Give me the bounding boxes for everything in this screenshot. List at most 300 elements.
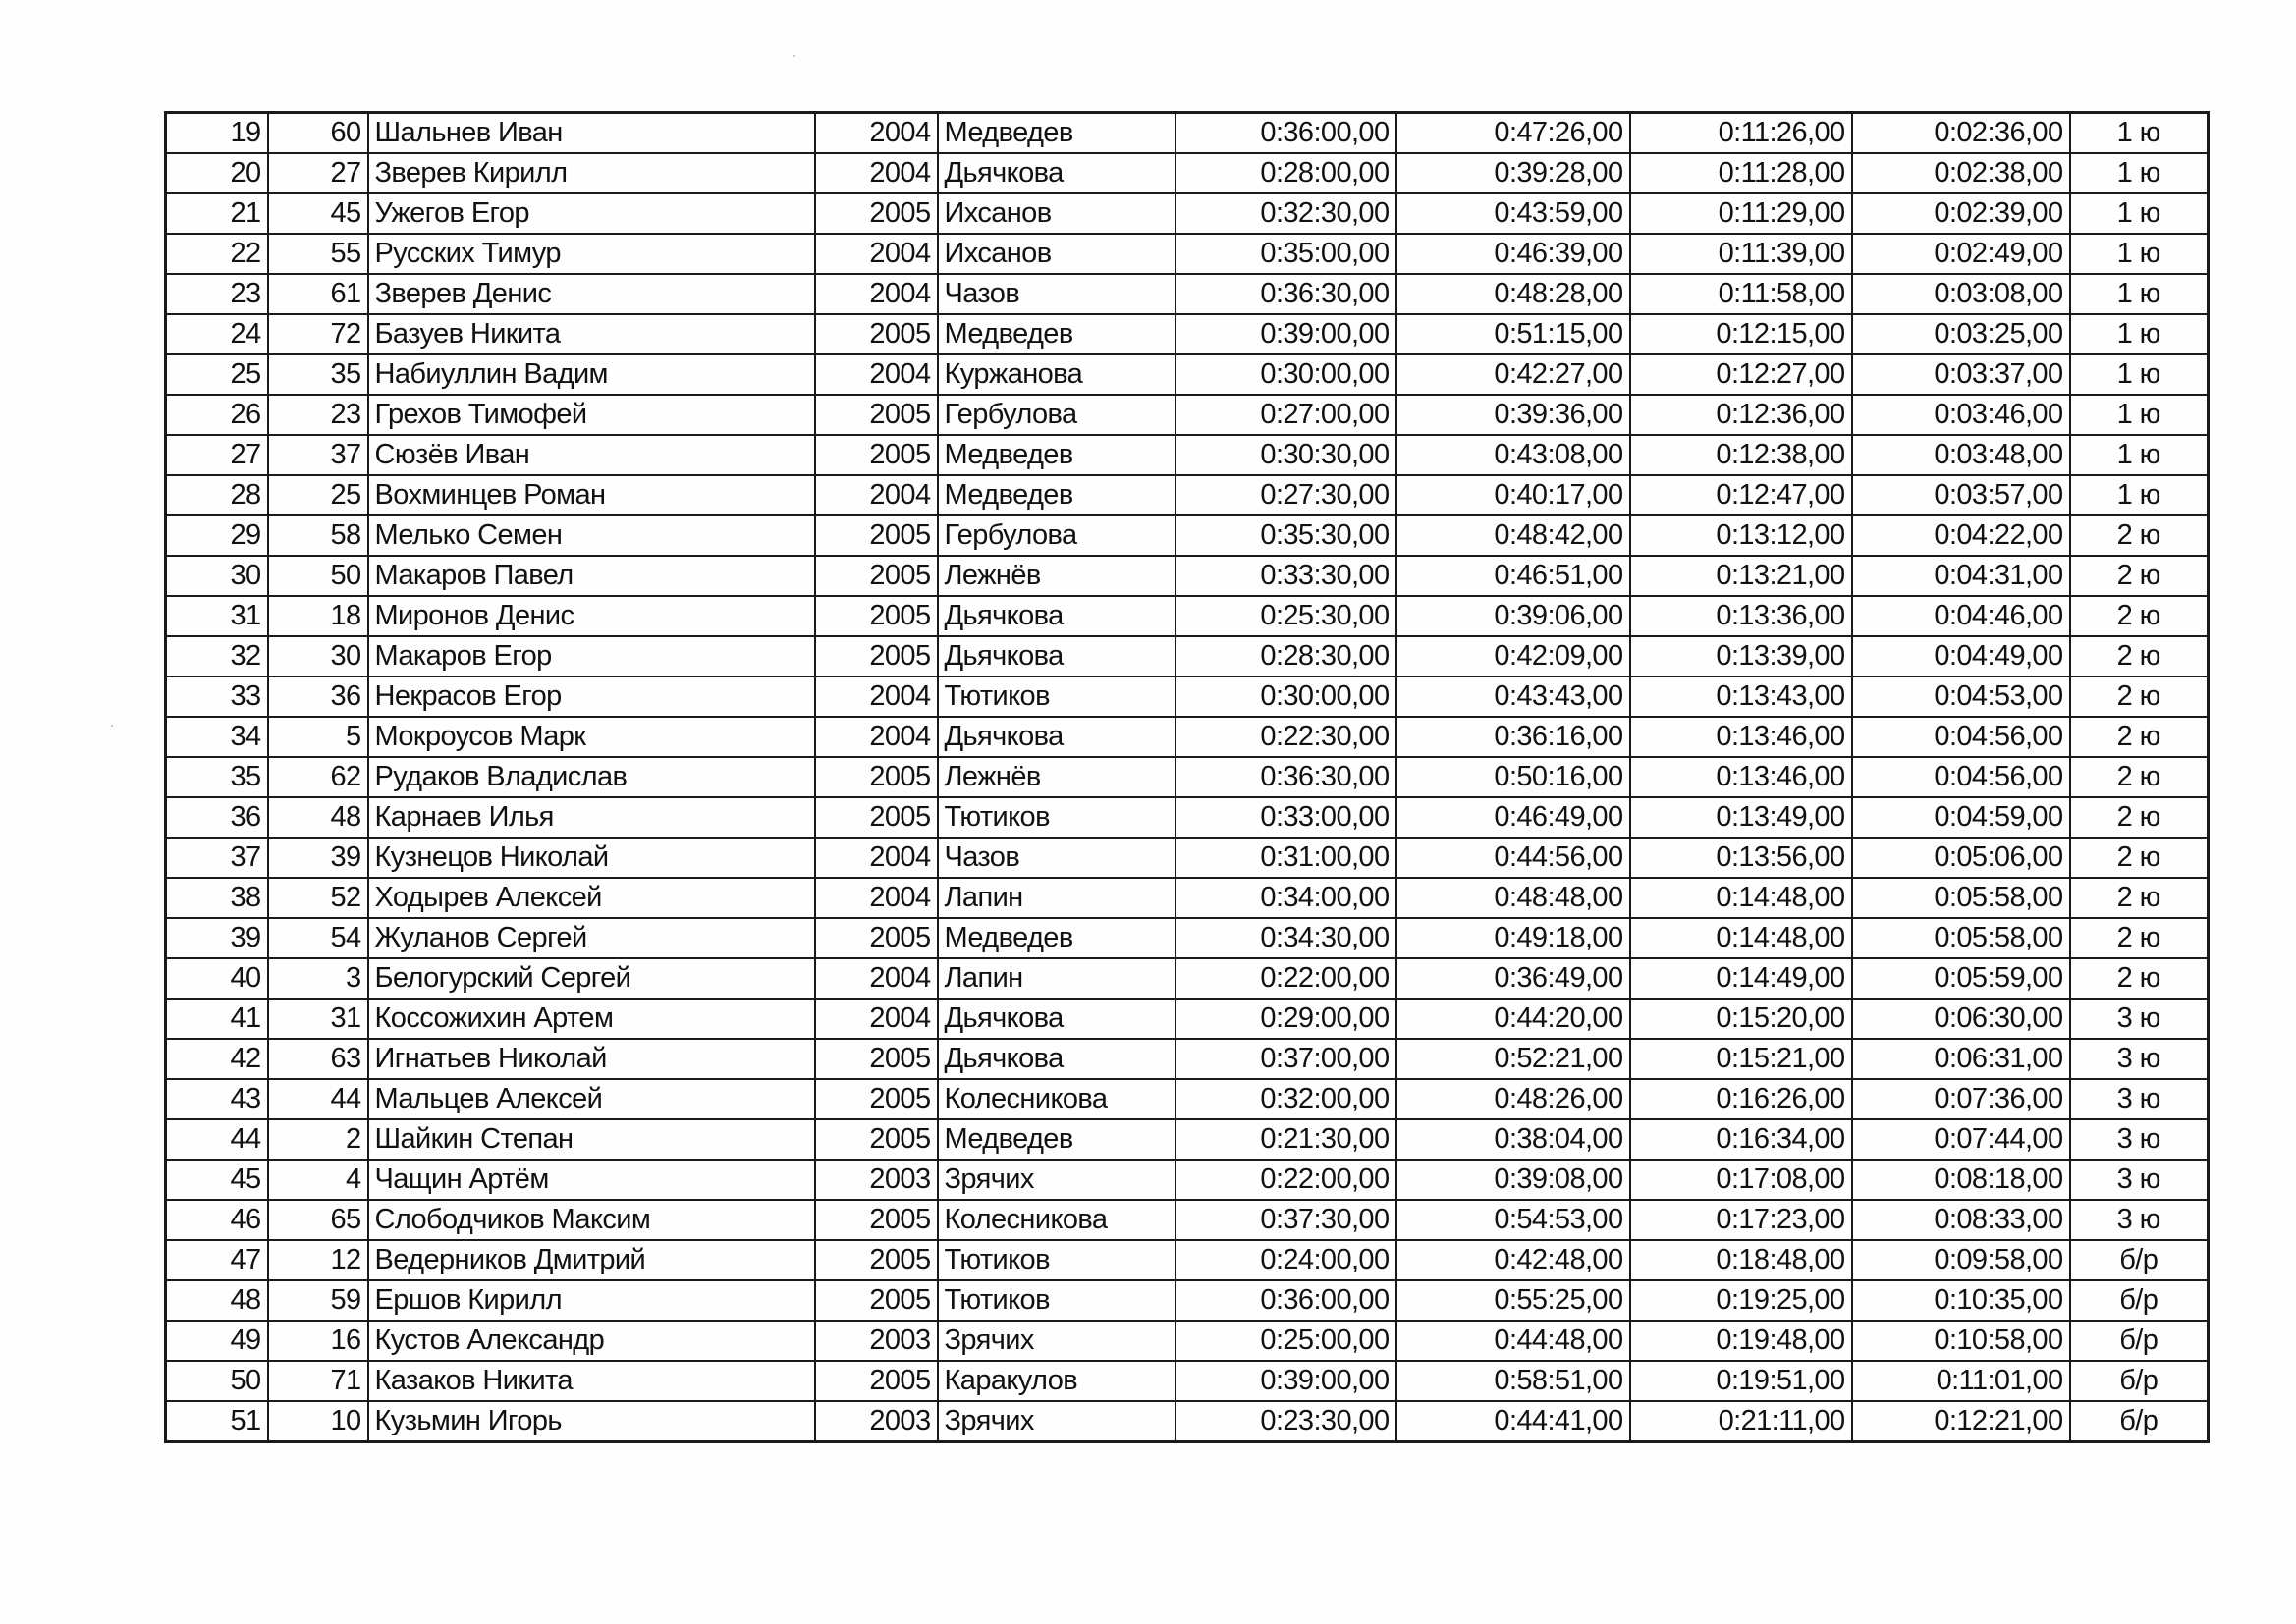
bib-cell: 44	[268, 1079, 368, 1119]
result-time-cell: 0:13:21,00	[1630, 556, 1852, 596]
result-time-cell: 0:17:08,00	[1630, 1160, 1852, 1200]
athlete-name-cell: Кузнецов Николай	[368, 838, 815, 878]
athlete-name-cell: Кустов Александр	[368, 1321, 815, 1361]
coach-cell: Чазов	[938, 838, 1175, 878]
result-time-cell: 0:14:49,00	[1630, 958, 1852, 999]
place-cell: 43	[166, 1079, 268, 1119]
birth-year-cell: 2005	[815, 1079, 938, 1119]
start-time-cell: 0:27:00,00	[1175, 395, 1396, 435]
result-time-cell: 0:11:26,00	[1630, 113, 1852, 154]
start-time-cell: 0:25:30,00	[1175, 596, 1396, 636]
finish-time-cell: 0:42:09,00	[1396, 636, 1630, 677]
finish-time-cell: 0:36:16,00	[1396, 717, 1630, 757]
gap-time-cell: 0:04:56,00	[1852, 717, 2070, 757]
bib-cell: 25	[268, 475, 368, 515]
gap-time-cell: 0:04:49,00	[1852, 636, 2070, 677]
place-cell: 26	[166, 395, 268, 435]
coach-cell: Колесникова	[938, 1079, 1175, 1119]
finish-time-cell: 0:43:43,00	[1396, 677, 1630, 717]
bib-cell: 48	[268, 797, 368, 838]
start-time-cell: 0:22:00,00	[1175, 1160, 1396, 1200]
finish-time-cell: 0:43:08,00	[1396, 435, 1630, 475]
gap-time-cell: 0:04:59,00	[1852, 797, 2070, 838]
start-time-cell: 0:36:00,00	[1175, 1280, 1396, 1321]
place-cell: 41	[166, 999, 268, 1039]
table-row	[166, 636, 2209, 677]
birth-year-cell: 2005	[815, 314, 938, 354]
table-row	[166, 1160, 2209, 1200]
start-time-cell: 0:29:00,00	[1175, 999, 1396, 1039]
athlete-name-cell: Игнатьев Николай	[368, 1039, 815, 1079]
coach-cell: Зрячих	[938, 1401, 1175, 1442]
table-row	[166, 677, 2209, 717]
table-row	[166, 1200, 2209, 1240]
result-time-cell: 0:11:58,00	[1630, 274, 1852, 314]
birth-year-cell: 2005	[815, 556, 938, 596]
bib-cell: 18	[268, 596, 368, 636]
rank-cell: 3 ю	[2070, 1079, 2209, 1119]
place-cell: 46	[166, 1200, 268, 1240]
table-row	[166, 918, 2209, 958]
table-row	[166, 757, 2209, 797]
gap-time-cell: 0:04:46,00	[1852, 596, 2070, 636]
gap-time-cell: 0:10:58,00	[1852, 1321, 2070, 1361]
rank-cell: б/р	[2070, 1240, 2209, 1280]
bib-cell: 62	[268, 757, 368, 797]
finish-time-cell: 0:36:49,00	[1396, 958, 1630, 999]
place-cell: 21	[166, 193, 268, 234]
finish-time-cell: 0:54:53,00	[1396, 1200, 1630, 1240]
result-time-cell: 0:11:28,00	[1630, 153, 1852, 193]
table-row	[166, 958, 2209, 999]
table-row	[166, 999, 2209, 1039]
finish-time-cell: 0:48:48,00	[1396, 878, 1630, 918]
athlete-name-cell: Карнаев Илья	[368, 797, 815, 838]
start-time-cell: 0:39:00,00	[1175, 1361, 1396, 1401]
rank-cell: 2 ю	[2070, 918, 2209, 958]
result-time-cell: 0:12:38,00	[1630, 435, 1852, 475]
coach-cell: Медведев	[938, 113, 1175, 154]
start-time-cell: 0:28:30,00	[1175, 636, 1396, 677]
place-cell: 20	[166, 153, 268, 193]
finish-time-cell: 0:42:27,00	[1396, 354, 1630, 395]
rank-cell: 1 ю	[2070, 153, 2209, 193]
gap-time-cell: 0:10:35,00	[1852, 1280, 2070, 1321]
start-time-cell: 0:32:00,00	[1175, 1079, 1396, 1119]
place-cell: 36	[166, 797, 268, 838]
place-cell: 27	[166, 435, 268, 475]
place-cell: 45	[166, 1160, 268, 1200]
place-cell: 28	[166, 475, 268, 515]
gap-time-cell: 0:08:33,00	[1852, 1200, 2070, 1240]
finish-time-cell: 0:44:48,00	[1396, 1321, 1630, 1361]
gap-time-cell: 0:05:06,00	[1852, 838, 2070, 878]
coach-cell: Лапин	[938, 958, 1175, 999]
bib-cell: 2	[268, 1119, 368, 1160]
result-time-cell: 0:15:20,00	[1630, 999, 1852, 1039]
place-cell: 37	[166, 838, 268, 878]
finish-time-cell: 0:44:41,00	[1396, 1401, 1630, 1442]
start-time-cell: 0:30:00,00	[1175, 677, 1396, 717]
result-time-cell: 0:16:26,00	[1630, 1079, 1852, 1119]
athlete-name-cell: Набиуллин Вадим	[368, 354, 815, 395]
place-cell: 40	[166, 958, 268, 999]
athlete-name-cell: Ходырев Алексей	[368, 878, 815, 918]
rank-cell: б/р	[2070, 1280, 2209, 1321]
bib-cell: 37	[268, 435, 368, 475]
result-time-cell: 0:14:48,00	[1630, 918, 1852, 958]
start-time-cell: 0:34:30,00	[1175, 918, 1396, 958]
birth-year-cell: 2005	[815, 636, 938, 677]
place-cell: 49	[166, 1321, 268, 1361]
coach-cell: Лежнёв	[938, 757, 1175, 797]
coach-cell: Ихсанов	[938, 193, 1175, 234]
result-time-cell: 0:13:46,00	[1630, 757, 1852, 797]
rank-cell: 2 ю	[2070, 515, 2209, 556]
birth-year-cell: 2004	[815, 838, 938, 878]
birth-year-cell: 2004	[815, 113, 938, 154]
place-cell: 25	[166, 354, 268, 395]
start-time-cell: 0:36:30,00	[1175, 757, 1396, 797]
start-time-cell: 0:36:00,00	[1175, 113, 1396, 154]
birth-year-cell: 2005	[815, 797, 938, 838]
athlete-name-cell: Макаров Павел	[368, 556, 815, 596]
gap-time-cell: 0:03:25,00	[1852, 314, 2070, 354]
rank-cell: 1 ю	[2070, 354, 2209, 395]
table-row	[166, 1361, 2209, 1401]
bib-cell: 55	[268, 234, 368, 274]
scan-speck	[111, 725, 113, 727]
birth-year-cell: 2004	[815, 153, 938, 193]
table-row	[166, 475, 2209, 515]
result-time-cell: 0:13:49,00	[1630, 797, 1852, 838]
result-time-cell: 0:13:12,00	[1630, 515, 1852, 556]
finish-time-cell: 0:43:59,00	[1396, 193, 1630, 234]
place-cell: 19	[166, 113, 268, 154]
finish-time-cell: 0:49:18,00	[1396, 918, 1630, 958]
table-row	[166, 838, 2209, 878]
gap-time-cell: 0:03:48,00	[1852, 435, 2070, 475]
start-time-cell: 0:37:30,00	[1175, 1200, 1396, 1240]
coach-cell: Ихсанов	[938, 234, 1175, 274]
place-cell: 44	[166, 1119, 268, 1160]
rank-cell: 3 ю	[2070, 1160, 2209, 1200]
rank-cell: 2 ю	[2070, 958, 2209, 999]
coach-cell: Медведев	[938, 475, 1175, 515]
rank-cell: 2 ю	[2070, 797, 2209, 838]
place-cell: 51	[166, 1401, 268, 1442]
place-cell: 33	[166, 677, 268, 717]
bib-cell: 5	[268, 717, 368, 757]
start-time-cell: 0:21:30,00	[1175, 1119, 1396, 1160]
gap-time-cell: 0:09:58,00	[1852, 1240, 2070, 1280]
table-row	[166, 717, 2209, 757]
birth-year-cell: 2004	[815, 717, 938, 757]
bib-cell: 3	[268, 958, 368, 999]
birth-year-cell: 2005	[815, 1119, 938, 1160]
bib-cell: 45	[268, 193, 368, 234]
gap-time-cell: 0:02:38,00	[1852, 153, 2070, 193]
rank-cell: 2 ю	[2070, 717, 2209, 757]
athlete-name-cell: Белогурский Сергей	[368, 958, 815, 999]
birth-year-cell: 2004	[815, 677, 938, 717]
birth-year-cell: 2005	[815, 435, 938, 475]
gap-time-cell: 0:05:58,00	[1852, 878, 2070, 918]
gap-time-cell: 0:08:18,00	[1852, 1160, 2070, 1200]
coach-cell: Дьячкова	[938, 636, 1175, 677]
birth-year-cell: 2004	[815, 958, 938, 999]
start-time-cell: 0:35:00,00	[1175, 234, 1396, 274]
results-table	[164, 111, 2210, 1443]
coach-cell: Дьячкова	[938, 999, 1175, 1039]
rank-cell: 1 ю	[2070, 475, 2209, 515]
rank-cell: 3 ю	[2070, 999, 2209, 1039]
athlete-name-cell: Вохминцев Роман	[368, 475, 815, 515]
gap-time-cell: 0:06:30,00	[1852, 999, 2070, 1039]
rank-cell: 1 ю	[2070, 435, 2209, 475]
place-cell: 47	[166, 1240, 268, 1280]
birth-year-cell: 2003	[815, 1160, 938, 1200]
coach-cell: Дьячкова	[938, 596, 1175, 636]
table-row	[166, 1401, 2209, 1442]
coach-cell: Дьячкова	[938, 1039, 1175, 1079]
bib-cell: 23	[268, 395, 368, 435]
bib-cell: 71	[268, 1361, 368, 1401]
athlete-name-cell: Зверев Кирилл	[368, 153, 815, 193]
gap-time-cell: 0:12:21,00	[1852, 1401, 2070, 1442]
coach-cell: Дьячкова	[938, 717, 1175, 757]
coach-cell: Зрячих	[938, 1321, 1175, 1361]
gap-time-cell: 0:03:46,00	[1852, 395, 2070, 435]
coach-cell: Медведев	[938, 918, 1175, 958]
rank-cell: б/р	[2070, 1321, 2209, 1361]
bib-cell: 63	[268, 1039, 368, 1079]
coach-cell: Чазов	[938, 274, 1175, 314]
gap-time-cell: 0:04:22,00	[1852, 515, 2070, 556]
table-row	[166, 1321, 2209, 1361]
bib-cell: 54	[268, 918, 368, 958]
coach-cell: Медведев	[938, 1119, 1175, 1160]
gap-time-cell: 0:11:01,00	[1852, 1361, 2070, 1401]
start-time-cell: 0:33:00,00	[1175, 797, 1396, 838]
birth-year-cell: 2005	[815, 1240, 938, 1280]
result-time-cell: 0:19:51,00	[1630, 1361, 1852, 1401]
result-time-cell: 0:11:29,00	[1630, 193, 1852, 234]
table-row	[166, 1039, 2209, 1079]
bib-cell: 16	[268, 1321, 368, 1361]
place-cell: 34	[166, 717, 268, 757]
result-time-cell: 0:15:21,00	[1630, 1039, 1852, 1079]
bib-cell: 61	[268, 274, 368, 314]
result-time-cell: 0:19:25,00	[1630, 1280, 1852, 1321]
finish-time-cell: 0:46:39,00	[1396, 234, 1630, 274]
result-time-cell: 0:21:11,00	[1630, 1401, 1852, 1442]
birth-year-cell: 2003	[815, 1321, 938, 1361]
finish-time-cell: 0:58:51,00	[1396, 1361, 1630, 1401]
start-time-cell: 0:36:30,00	[1175, 274, 1396, 314]
table-row	[166, 435, 2209, 475]
bib-cell: 27	[268, 153, 368, 193]
coach-cell: Зрячих	[938, 1160, 1175, 1200]
place-cell: 30	[166, 556, 268, 596]
coach-cell: Тютиков	[938, 797, 1175, 838]
athlete-name-cell: Ершов Кирилл	[368, 1280, 815, 1321]
finish-time-cell: 0:48:42,00	[1396, 515, 1630, 556]
bib-cell: 50	[268, 556, 368, 596]
gap-time-cell: 0:03:37,00	[1852, 354, 2070, 395]
finish-time-cell: 0:38:04,00	[1396, 1119, 1630, 1160]
place-cell: 48	[166, 1280, 268, 1321]
birth-year-cell: 2005	[815, 515, 938, 556]
rank-cell: 3 ю	[2070, 1200, 2209, 1240]
start-time-cell: 0:32:30,00	[1175, 193, 1396, 234]
rank-cell: 1 ю	[2070, 193, 2209, 234]
result-time-cell: 0:12:36,00	[1630, 395, 1852, 435]
place-cell: 42	[166, 1039, 268, 1079]
place-cell: 32	[166, 636, 268, 677]
gap-time-cell: 0:07:44,00	[1852, 1119, 2070, 1160]
table-row	[166, 395, 2209, 435]
result-time-cell: 0:12:15,00	[1630, 314, 1852, 354]
gap-time-cell: 0:02:36,00	[1852, 113, 2070, 154]
start-time-cell: 0:22:30,00	[1175, 717, 1396, 757]
bib-cell: 72	[268, 314, 368, 354]
start-time-cell: 0:28:00,00	[1175, 153, 1396, 193]
rank-cell: 1 ю	[2070, 113, 2209, 154]
bib-cell: 60	[268, 113, 368, 154]
athlete-name-cell: Жуланов Сергей	[368, 918, 815, 958]
result-time-cell: 0:17:23,00	[1630, 1200, 1852, 1240]
rank-cell: 1 ю	[2070, 314, 2209, 354]
finish-time-cell: 0:46:49,00	[1396, 797, 1630, 838]
finish-time-cell: 0:47:26,00	[1396, 113, 1630, 154]
athlete-name-cell: Кузьмин Игорь	[368, 1401, 815, 1442]
scan-speck	[793, 55, 795, 57]
finish-time-cell: 0:39:28,00	[1396, 153, 1630, 193]
gap-time-cell: 0:06:31,00	[1852, 1039, 2070, 1079]
rank-cell: 1 ю	[2070, 395, 2209, 435]
rank-cell: 1 ю	[2070, 234, 2209, 274]
table-row	[166, 1280, 2209, 1321]
finish-time-cell: 0:50:16,00	[1396, 757, 1630, 797]
bib-cell: 4	[268, 1160, 368, 1200]
place-cell: 31	[166, 596, 268, 636]
athlete-name-cell: Грехов Тимофей	[368, 395, 815, 435]
birth-year-cell: 2005	[815, 1039, 938, 1079]
gap-time-cell: 0:04:31,00	[1852, 556, 2070, 596]
finish-time-cell: 0:46:51,00	[1396, 556, 1630, 596]
coach-cell: Каракулов	[938, 1361, 1175, 1401]
birth-year-cell: 2005	[815, 1200, 938, 1240]
coach-cell: Лапин	[938, 878, 1175, 918]
bib-cell: 30	[268, 636, 368, 677]
place-cell: 50	[166, 1361, 268, 1401]
table-row	[166, 596, 2209, 636]
gap-time-cell: 0:04:53,00	[1852, 677, 2070, 717]
finish-time-cell: 0:40:17,00	[1396, 475, 1630, 515]
finish-time-cell: 0:44:20,00	[1396, 999, 1630, 1039]
coach-cell: Дьячкова	[938, 153, 1175, 193]
athlete-name-cell: Рудаков Владислав	[368, 757, 815, 797]
bib-cell: 36	[268, 677, 368, 717]
finish-time-cell: 0:48:28,00	[1396, 274, 1630, 314]
birth-year-cell: 2004	[815, 878, 938, 918]
gap-time-cell: 0:07:36,00	[1852, 1079, 2070, 1119]
result-time-cell: 0:13:46,00	[1630, 717, 1852, 757]
coach-cell: Тютиков	[938, 1240, 1175, 1280]
rank-cell: 2 ю	[2070, 757, 2209, 797]
finish-time-cell: 0:42:48,00	[1396, 1240, 1630, 1280]
start-time-cell: 0:24:00,00	[1175, 1240, 1396, 1280]
rank-cell: 1 ю	[2070, 274, 2209, 314]
result-time-cell: 0:18:48,00	[1630, 1240, 1852, 1280]
start-time-cell: 0:33:30,00	[1175, 556, 1396, 596]
athlete-name-cell: Ужегов Егор	[368, 193, 815, 234]
rank-cell: 2 ю	[2070, 838, 2209, 878]
finish-time-cell: 0:39:08,00	[1396, 1160, 1630, 1200]
athlete-name-cell: Русских Тимур	[368, 234, 815, 274]
gap-time-cell: 0:03:08,00	[1852, 274, 2070, 314]
result-time-cell: 0:13:36,00	[1630, 596, 1852, 636]
place-cell: 38	[166, 878, 268, 918]
rank-cell: 3 ю	[2070, 1039, 2209, 1079]
gap-time-cell: 0:02:39,00	[1852, 193, 2070, 234]
birth-year-cell: 2005	[815, 1280, 938, 1321]
birth-year-cell: 2005	[815, 757, 938, 797]
rank-cell: 2 ю	[2070, 677, 2209, 717]
athlete-name-cell: Мокроусов Марк	[368, 717, 815, 757]
table-row	[166, 1079, 2209, 1119]
birth-year-cell: 2004	[815, 999, 938, 1039]
table-row	[166, 274, 2209, 314]
gap-time-cell: 0:05:59,00	[1852, 958, 2070, 999]
bib-cell: 10	[268, 1401, 368, 1442]
place-cell: 22	[166, 234, 268, 274]
start-time-cell: 0:37:00,00	[1175, 1039, 1396, 1079]
result-time-cell: 0:13:43,00	[1630, 677, 1852, 717]
result-time-cell: 0:11:39,00	[1630, 234, 1852, 274]
athlete-name-cell: Слободчиков Максим	[368, 1200, 815, 1240]
table-row	[166, 354, 2209, 395]
finish-time-cell: 0:52:21,00	[1396, 1039, 1630, 1079]
athlete-name-cell: Макаров Егор	[368, 636, 815, 677]
result-time-cell: 0:19:48,00	[1630, 1321, 1852, 1361]
start-time-cell: 0:35:30,00	[1175, 515, 1396, 556]
bib-cell: 35	[268, 354, 368, 395]
result-time-cell: 0:16:34,00	[1630, 1119, 1852, 1160]
start-time-cell: 0:23:30,00	[1175, 1401, 1396, 1442]
finish-time-cell: 0:44:56,00	[1396, 838, 1630, 878]
start-time-cell: 0:39:00,00	[1175, 314, 1396, 354]
bib-cell: 58	[268, 515, 368, 556]
table-row	[166, 556, 2209, 596]
athlete-name-cell: Сюзёв Иван	[368, 435, 815, 475]
gap-time-cell: 0:03:57,00	[1852, 475, 2070, 515]
result-time-cell: 0:12:47,00	[1630, 475, 1852, 515]
place-cell: 24	[166, 314, 268, 354]
birth-year-cell: 2004	[815, 354, 938, 395]
coach-cell: Гербулова	[938, 515, 1175, 556]
coach-cell: Лежнёв	[938, 556, 1175, 596]
table-row	[166, 153, 2209, 193]
place-cell: 39	[166, 918, 268, 958]
gap-time-cell: 0:05:58,00	[1852, 918, 2070, 958]
rank-cell: 2 ю	[2070, 878, 2209, 918]
place-cell: 29	[166, 515, 268, 556]
coach-cell: Тютиков	[938, 677, 1175, 717]
start-time-cell: 0:34:00,00	[1175, 878, 1396, 918]
birth-year-cell: 2005	[815, 395, 938, 435]
